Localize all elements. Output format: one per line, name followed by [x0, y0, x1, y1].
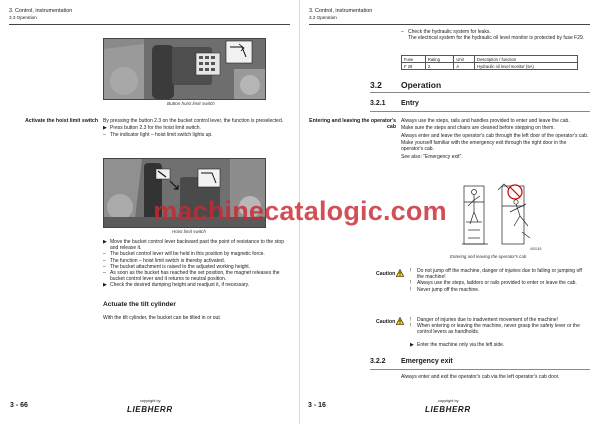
warning-triangle-icon	[396, 317, 404, 325]
caution-text: Never jump off the machine.	[417, 286, 480, 293]
list-item	[410, 287, 590, 293]
left-page-number: 3 - 66	[10, 402, 28, 409]
right-header	[309, 8, 372, 21]
warning-triangle-icon	[396, 269, 404, 277]
bullet-exclamation: !	[410, 323, 412, 330]
caution-text: Danger of injuries due to inadvertent movement of the machine!	[417, 317, 558, 323]
bullet-dash: –	[103, 251, 106, 258]
step-text: Press button 2.3 for the hoist limit switch.	[110, 125, 201, 132]
bullet-arrow: ▶	[103, 239, 107, 245]
entry-paragraph: Always enter and leave the operator's cab through the left door of the operator's cab.	[401, 132, 589, 139]
activate-hoist-body	[103, 118, 291, 138]
top-bullets	[401, 29, 589, 41]
left-header-rule	[9, 24, 290, 25]
list-item	[410, 323, 590, 335]
list-item	[410, 268, 590, 280]
left-copyright: copyright by	[140, 399, 161, 403]
step-text: The indicator light – hoist limit switch lights up.	[110, 131, 213, 138]
subsection-rule	[370, 111, 590, 112]
activate-hoist-label: Activate the hoist limit switch	[25, 118, 98, 124]
caution-text: Always use the steps, ladders or rails provided to enter or leave the cab.	[417, 280, 577, 287]
list-item	[103, 239, 291, 251]
step-text: As soon as the bucket has reached the set position, the magnet releases the bucket control lever and it returns to neutral position.	[110, 270, 280, 283]
figure2-caption: Hoist limit switch	[172, 229, 206, 234]
entry-paragraph: Always use the steps, rails and handles provided to enter and leave the cab.	[401, 118, 570, 124]
caution2-label: Caution	[376, 319, 396, 325]
watermark: machinecatalogic.com	[153, 196, 447, 226]
hoist-steps	[103, 239, 291, 289]
exit-text: Always enter and exit the operator's cab via the left operator's cab door.	[401, 374, 560, 380]
caution1-text	[410, 268, 590, 293]
photo-illustration	[104, 39, 265, 99]
bullet-arrow: ▶	[103, 282, 107, 289]
section-title: Operation	[401, 80, 442, 90]
caution2-after	[410, 342, 590, 348]
caution2-text	[410, 317, 590, 336]
bullet-dash: –	[103, 270, 106, 277]
table-cell: Hydraulic oil level monitor (5A)	[475, 63, 578, 70]
table-header-cell: Fuse	[402, 56, 426, 63]
subsection-title: Entry	[401, 100, 419, 107]
bullet-arrow: ▶	[103, 125, 107, 132]
step-text: Enter the machine only via the left side.	[417, 342, 505, 348]
step-text: Check the desired dumping height and readjust it, if necessary.	[110, 282, 250, 289]
right-brand-logo: LIEBHERR	[425, 405, 471, 414]
entry-paragraph: Make sure the steps and chairs are cleaned before stepping on them.	[401, 125, 555, 132]
step-text: Move the bucket control lever backward past the point of resistance to the stop and release it.	[110, 239, 284, 252]
subsection-number: 3.2.1	[370, 100, 386, 107]
list-item	[401, 35, 589, 41]
list-item	[103, 282, 291, 288]
left-header	[9, 8, 72, 21]
list-item	[103, 270, 291, 282]
bullet-dash: –	[103, 131, 106, 138]
activate-hoist-intro: By pressing the button 2.3 on the bucket control lever, the function is preselected.	[103, 118, 284, 124]
tilt-text: With the tilt cylinder, the bucket can be tilted in or out.	[103, 315, 222, 321]
cab-entry-illustration	[458, 182, 542, 252]
figure-code: 4G0163	[530, 247, 542, 251]
bullet-exclamation: !	[410, 286, 412, 293]
cab-entry-drawing	[458, 182, 542, 252]
entry-figure-caption: Entering and leaving the operator's cab	[450, 254, 527, 259]
figure1-caption: Button hoist limit switch	[167, 101, 215, 106]
left-brand-logo: LIEBHERR	[127, 405, 173, 414]
photo-button-hoist-limit-switch	[103, 38, 266, 100]
bullet-dash: –	[103, 263, 106, 270]
entry-label: Entering and leaving the operator's cab	[309, 118, 396, 131]
caution-text: Do not jump off the machine, danger of injuries due to falling or jumping off the machine!	[417, 268, 582, 281]
left-header-section: 3.3 Operation	[9, 14, 37, 20]
entry-paragraph: See also: "Emergency exit".	[401, 153, 463, 160]
entry-body	[401, 118, 589, 161]
bullet-dash: –	[103, 257, 106, 264]
bullet-exclamation: !	[410, 317, 412, 323]
table-cell: 2	[425, 63, 453, 70]
bullet-arrow: ▶	[410, 342, 414, 348]
tilt-heading: Actuate the tilt cylinder	[103, 301, 176, 308]
table-header-cell: Unit	[454, 56, 475, 63]
bullet-exclamation: !	[410, 280, 412, 287]
fuse-table	[401, 55, 578, 70]
right-header-chapter: 3. Control, instrumentation	[309, 8, 373, 14]
right-header-rule	[309, 24, 590, 25]
right-header-section: 3.2 Operation	[309, 14, 337, 20]
table-header-cell: Description / function	[475, 56, 578, 63]
step-text: The bucket control lever will be held in this position by magnetic force.	[110, 251, 265, 258]
subsection-rule	[370, 369, 590, 370]
table-row	[402, 63, 578, 70]
entry-paragraph: Make yourself familiar with the emergency exit through the right door in the operator's cab.	[401, 140, 567, 153]
table-cell: F 29	[402, 63, 426, 70]
subsection-title: Emergency exit	[401, 358, 453, 365]
bullet-text: The electrical system for the hydraulic oil level monitor is protected by fuse F29.	[408, 35, 585, 42]
subsection-number: 3.2.2	[370, 358, 386, 365]
bullet-exclamation: !	[410, 268, 412, 274]
step-text: The bucket attachment is raised to the adjusted working height.	[110, 263, 251, 270]
list-item	[103, 132, 291, 138]
left-header-chapter: 3. Control, instrumentation	[9, 8, 73, 14]
caution-text: When entering or leaving the machine, never grasp the safety lever or the control levers as handholds.	[417, 323, 580, 336]
table-header-cell: Rating	[425, 56, 453, 63]
bullet-blank	[401, 35, 408, 41]
table-cell: A	[454, 63, 475, 70]
bullet-dash: –	[401, 29, 404, 35]
step-text: The function – hoist limit switch is thereby activated.	[110, 257, 226, 264]
right-copyright: copyright by	[438, 399, 459, 403]
right-page-number: 3 - 16	[308, 402, 326, 409]
section-number: 3.2	[370, 80, 382, 90]
table-header-row	[402, 56, 578, 63]
caution1-label: Caution	[376, 271, 396, 277]
bullet-text: Check the hydraulic system for leaks.	[408, 29, 491, 35]
section-rule	[370, 92, 590, 93]
list-item	[410, 342, 590, 348]
